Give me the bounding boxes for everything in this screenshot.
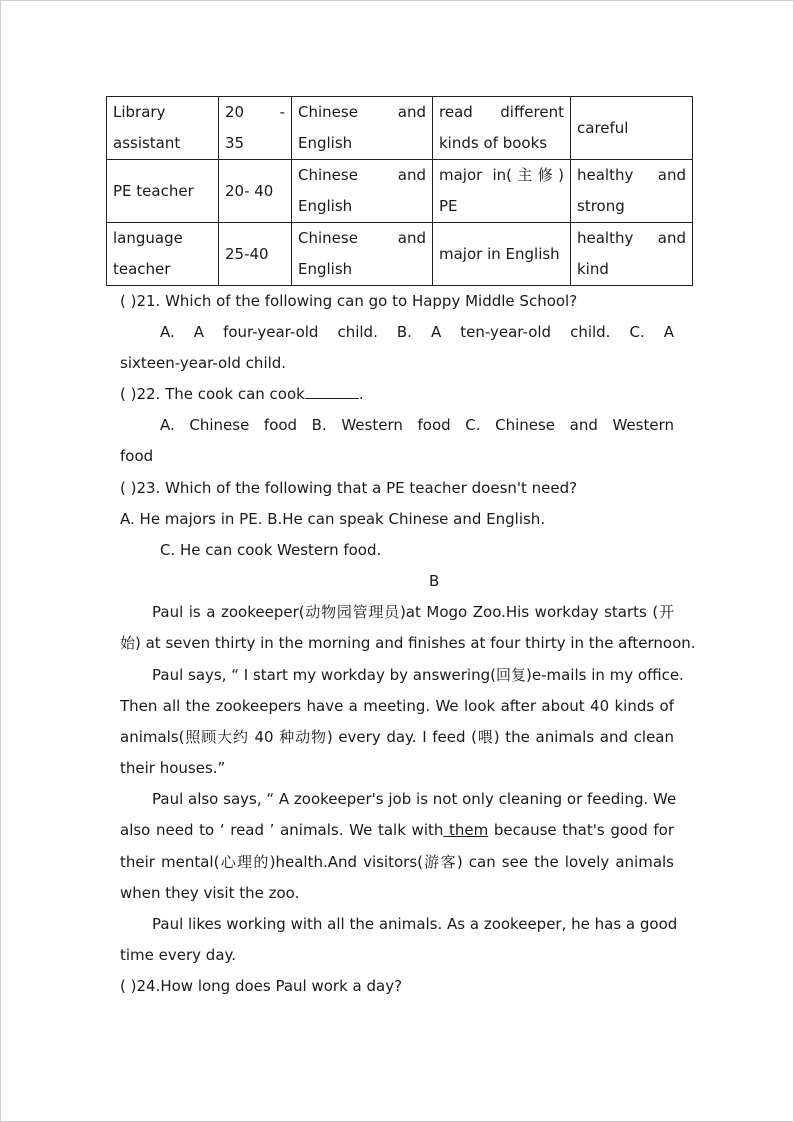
table-cell-requirement: major in(主修) PE <box>433 160 571 223</box>
table-row <box>107 160 693 223</box>
question-22-options: A. Chinese food B. Western food C. Chinese and Western <box>160 416 674 434</box>
passage-line: time every day. <box>120 946 237 964</box>
table-cell-age: 25-40 <box>219 223 292 286</box>
passage-line: their mental(心理的)health.And visitors(游客) can see the lovely animals <box>120 853 674 871</box>
section-heading: B <box>429 572 440 590</box>
table-cell-job: Library assistant <box>107 97 219 160</box>
table-cell-language: Chinese and English <box>292 160 433 223</box>
passage-line: Then all the zookeepers have a meeting. We look after about 40 kinds of <box>120 697 674 715</box>
table-cell-requirement: major in English <box>433 223 571 286</box>
table-row <box>107 223 693 286</box>
question-23-stem: ( )23. Which of the following that a PE teacher doesn't need? <box>120 479 578 497</box>
answer-blank <box>305 384 359 399</box>
table-cell-quality: healthy and strong <box>571 160 693 223</box>
passage-line: Paul says, “ I start my workday by answering(回复)e-mails in my office. <box>152 666 684 684</box>
table-row <box>107 97 693 160</box>
job-requirements-table <box>106 96 693 286</box>
question-21-stem: ( )21. Which of the following can go to Happy Middle School? <box>120 292 578 310</box>
passage-line: animals(照顾大约 40 种动物) every day. I feed (喂) the animals and clean <box>120 728 674 746</box>
question-22-stem: ( )22. The cook can cook . <box>120 385 364 403</box>
table-cell-language: Chinese and English <box>292 223 433 286</box>
table-cell-language: Chinese and English <box>292 97 433 160</box>
passage-line: Paul likes working with all the animals. As a zookeeper, he has a good <box>152 915 678 933</box>
table-cell-age: 20 - 35 <box>219 97 292 160</box>
passage-line: their houses.” <box>120 759 226 777</box>
question-22-options-cont: food <box>120 447 154 465</box>
passage-line: when they visit the zoo. <box>120 884 300 902</box>
table-cell-job: PE teacher <box>107 160 219 223</box>
question-21-options: A. A four-year-old child. B. A ten-year-old child. C. A <box>160 323 674 341</box>
passage-line: 始) at seven thirty in the morning and finishes at four thirty in the afternoon. <box>120 634 696 652</box>
question-21-options-cont: sixteen-year-old child. <box>120 354 287 372</box>
table-cell-age: 20- 40 <box>219 160 292 223</box>
question-23-options: A. He majors in PE. B.He can speak Chinese and English. <box>120 510 546 528</box>
passage-line: Paul also says, “ A zookeeper's job is not only cleaning or feeding. We <box>152 790 677 808</box>
passage-line: Paul is a zookeeper(动物园管理员)at Mogo Zoo.His workday starts (开 <box>152 603 674 621</box>
table-cell-quality: careful <box>571 97 693 160</box>
passage-line-underline: also need to ‘ read ’ animals. We talk with them because that's good for <box>120 821 674 839</box>
underlined-word: them <box>443 821 489 839</box>
question-23-options-cont: C. He can cook Western food. <box>160 541 382 559</box>
table-cell-job: language teacher <box>107 223 219 286</box>
table-cell-quality: healthy and kind <box>571 223 693 286</box>
question-24-stem: ( )24.How long does Paul work a day? <box>120 977 403 995</box>
table-cell-requirement: read different kinds of books <box>433 97 571 160</box>
